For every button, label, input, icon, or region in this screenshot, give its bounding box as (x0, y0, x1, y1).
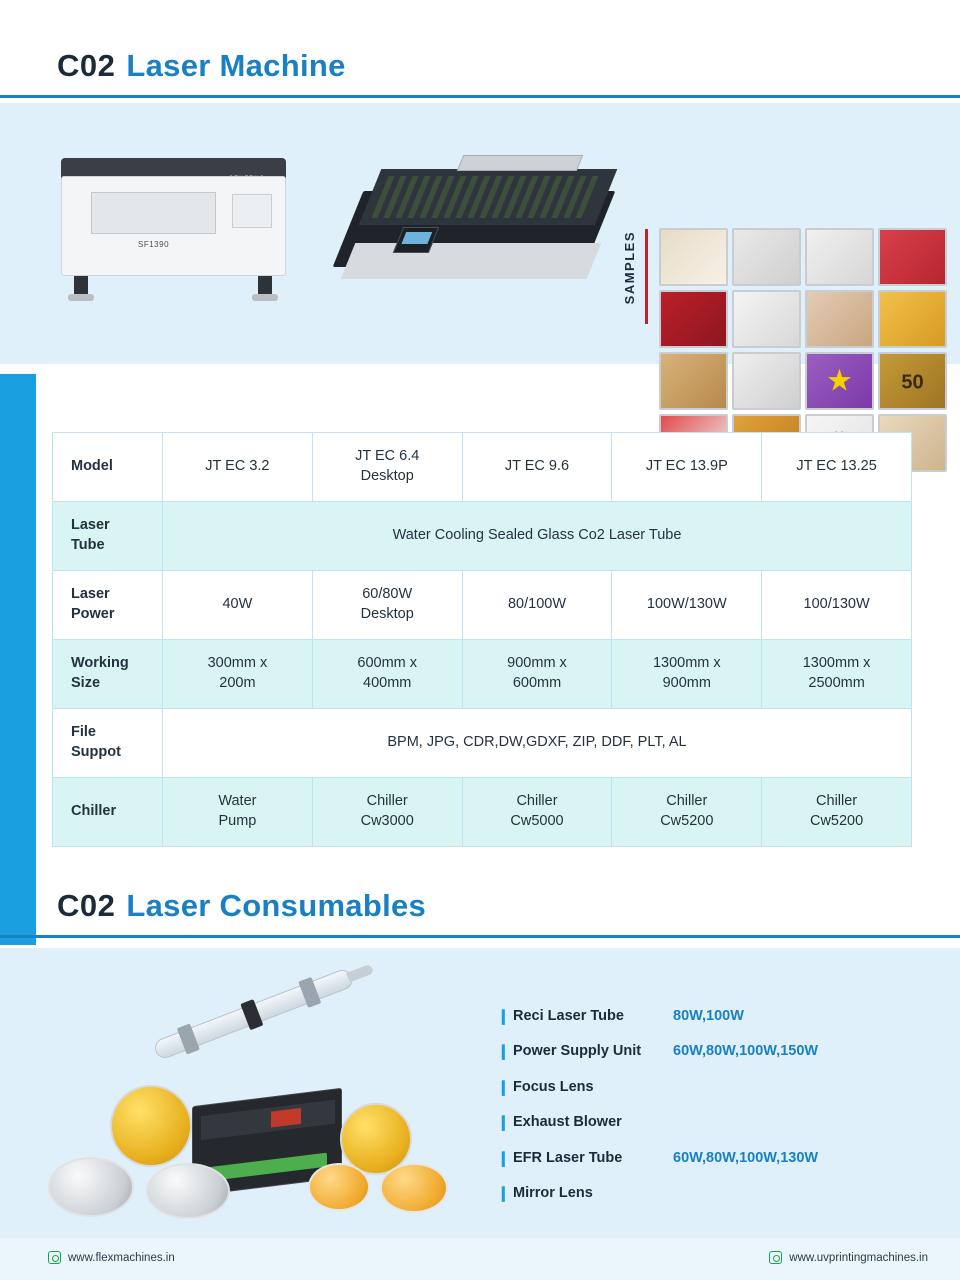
table-row (53, 640, 912, 709)
row-header: Working Size (53, 640, 163, 709)
table-cell: 900mm x 600mm (462, 640, 612, 709)
instagram-icon (48, 1251, 61, 1264)
row-header: Laser Power (53, 571, 163, 640)
consumable-name: Focus Lens (513, 1078, 594, 1095)
laser-machine-photo-a (46, 148, 316, 308)
samples-label: SAMPLES (622, 231, 637, 305)
focus-lens-amber (380, 1163, 448, 1213)
laser-machine-photo-b (340, 143, 615, 313)
psu-face (201, 1100, 335, 1140)
row-header: Laser Tube (53, 502, 163, 571)
consumable-name: Reci Laser Tube (513, 1007, 624, 1024)
consumables-title-dark: C02 (57, 888, 116, 923)
table-cell: Chiller Cw5200 (762, 778, 912, 847)
mirror-lens-silver (48, 1157, 134, 1217)
machine-title-dark: C02 (57, 48, 116, 83)
machine-section-title (0, 48, 960, 84)
sample-thumb (732, 290, 801, 348)
table-cell-merged: BPM, JPG, CDR,DW,GDXF, ZIP, DDF, PLT, AL (163, 709, 912, 778)
table-row (53, 571, 912, 640)
sample-thumb (659, 228, 728, 286)
machine-a-leg-left (74, 276, 88, 296)
consumables-title-blue: Laser Consumables (126, 888, 427, 923)
bullet-icon: ❙ (497, 1007, 510, 1025)
star-icon: ★ (826, 364, 853, 398)
table-cell: 80/100W (462, 571, 612, 640)
table-cell: JT EC 6.4 Desktop (312, 433, 462, 502)
table-cell: JT EC 13.25 (762, 433, 912, 502)
table-cell: 100W/130W (612, 571, 762, 640)
machine-a-foot-left (68, 294, 94, 301)
bullet-icon: ❙ (497, 1043, 510, 1061)
bullet-icon: ❙ (497, 1114, 510, 1132)
row-header: Model (53, 433, 163, 502)
table-cell: JT EC 9.6 (462, 433, 612, 502)
table-row (53, 502, 912, 571)
footer-link-right[interactable] (769, 1251, 928, 1264)
sample-number: 50 (901, 371, 924, 394)
sample-thumb (878, 290, 947, 348)
table-cell-merged: Water Cooling Sealed Glass Co2 Laser Tube (163, 502, 912, 571)
footer-link-left[interactable] (48, 1251, 175, 1264)
consumables-list (497, 998, 917, 1211)
machine-a-leg-right (258, 276, 272, 296)
machine-b-skirt (341, 243, 602, 279)
hero-band (0, 103, 960, 398)
consumables-section-title (0, 888, 960, 924)
table-cell: 600mm x 400mm (312, 640, 462, 709)
spec-table (52, 432, 912, 847)
table-cell: 1300mm x 2500mm (762, 640, 912, 709)
consumable-name: Mirror Lens (513, 1185, 593, 1202)
table-row (53, 778, 912, 847)
machine-b-gantry (457, 155, 583, 171)
machine-a-caption: SF1390 (138, 240, 170, 249)
machine-title-rule (0, 95, 960, 98)
sample-thumb (878, 228, 947, 286)
consumable-value: 60W,80W,100W,150W (673, 1043, 819, 1060)
table-cell: JT EC 3.2 (163, 433, 313, 502)
bullet-icon: ❙ (497, 1078, 510, 1096)
table-row (53, 709, 912, 778)
list-item (497, 1176, 917, 1212)
machine-b-honeycomb (372, 176, 599, 218)
consumables-heading-block (0, 888, 960, 938)
sample-thumb (659, 290, 728, 348)
table-cell: 60/80W Desktop (312, 571, 462, 640)
focus-lens-amber (308, 1163, 370, 1211)
table-cell: 100/130W (762, 571, 912, 640)
table-cell: Chiller Cw5000 (462, 778, 612, 847)
consumables-photo (40, 985, 470, 1235)
instagram-icon (769, 1251, 782, 1264)
table-cell: Water Pump (163, 778, 313, 847)
machine-a-window (91, 192, 216, 234)
mirror-lens-silver (146, 1163, 230, 1219)
focus-lens-gold (110, 1085, 192, 1167)
sample-thumb (732, 228, 801, 286)
table-cell: JT EC 13.9P (612, 433, 762, 502)
table-cell: 1300mm x 900mm (612, 640, 762, 709)
consumable-name: EFR Laser Tube (513, 1149, 623, 1166)
footer-left-text: www.flexmachines.in (68, 1251, 175, 1264)
list-item (497, 998, 917, 1034)
sample-thumb (732, 352, 801, 410)
machine-heading-block (0, 0, 960, 98)
page-footer (0, 1238, 960, 1280)
list-item (497, 1140, 917, 1176)
list-item (497, 1069, 917, 1105)
list-item (497, 1034, 917, 1070)
sample-thumb (805, 290, 874, 348)
table-cell: Chiller Cw5200 (612, 778, 762, 847)
machine-title-blue: Laser Machine (126, 48, 346, 83)
consumable-value: 60W,80W,100W,130W (673, 1149, 819, 1166)
sample-thumb (805, 228, 874, 286)
consumable-name: Power Supply Unit (513, 1043, 642, 1060)
bullet-icon: ❙ (497, 1149, 510, 1167)
sample-thumb (659, 352, 728, 410)
bullet-icon: ❙ (497, 1185, 510, 1203)
table-row (53, 433, 912, 502)
row-header: Chiller (53, 778, 163, 847)
spec-table-wrapper (52, 432, 912, 847)
consumables-title-rule (0, 935, 960, 938)
row-header: File Suppot (53, 709, 163, 778)
spec-table-body (53, 433, 912, 847)
table-cell: Chiller Cw3000 (312, 778, 462, 847)
machine-a-control-panel (232, 194, 272, 228)
sample-thumb (805, 352, 874, 410)
table-cell: 40W (163, 571, 313, 640)
samples-accent-bar (645, 229, 648, 324)
list-item (497, 1105, 917, 1141)
consumable-name: Exhaust Blower (513, 1114, 622, 1131)
sample-thumb (878, 352, 947, 410)
tube-tip (346, 964, 374, 983)
machine-a-foot-right (252, 294, 278, 301)
left-accent-stripe (0, 374, 36, 945)
consumable-value: 80W,100W (673, 1007, 744, 1024)
footer-right-text: www.uvprintingmachines.in (789, 1251, 928, 1264)
table-cell: 300mm x 200m (163, 640, 313, 709)
